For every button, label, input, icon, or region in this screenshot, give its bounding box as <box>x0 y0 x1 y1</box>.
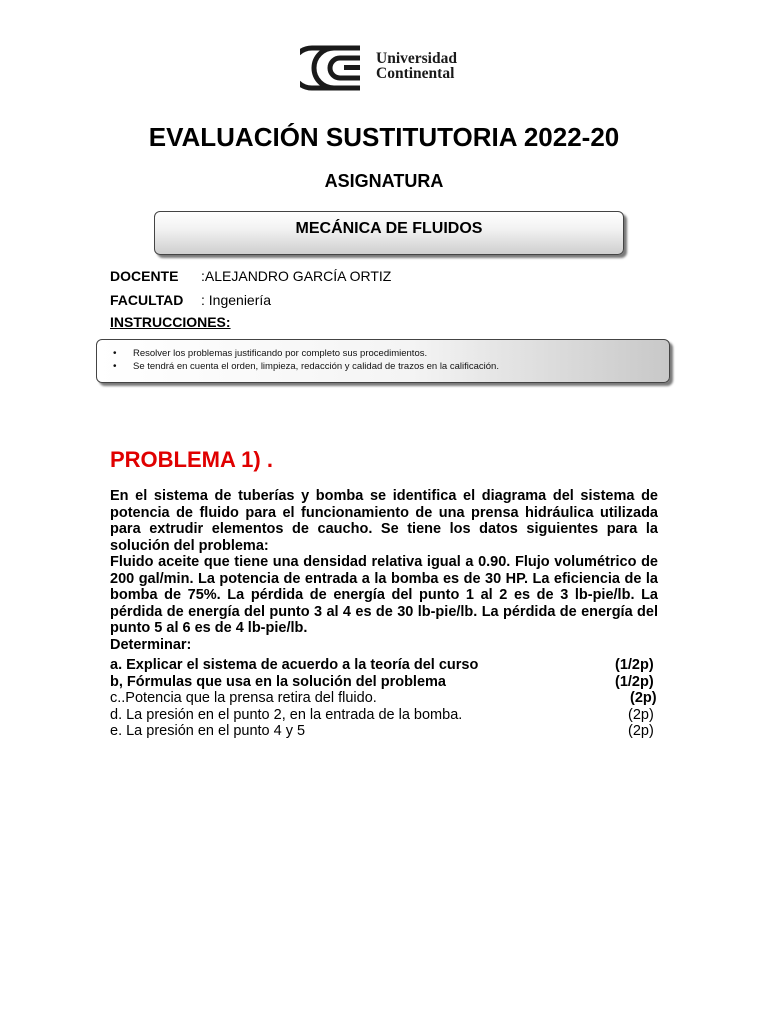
course-name: MECÁNICA DE FLUIDOS <box>295 220 483 237</box>
docente-label: DOCENTE <box>110 268 179 284</box>
question-row <box>110 723 658 740</box>
docente-value: :ALEJANDRO GARCÍA ORTIZ <box>201 268 392 284</box>
instructions-label: INSTRUCCIONES: <box>110 314 231 330</box>
facultad-value: : Ingeniería <box>201 292 272 308</box>
question-row <box>110 690 658 707</box>
university-logo-mark-icon <box>300 44 370 92</box>
course-name-box <box>154 211 624 255</box>
instruction-item <box>119 361 499 372</box>
question-points: (2p) <box>628 707 654 723</box>
determine-label: Determinar: <box>110 636 192 653</box>
problem-statement <box>110 488 658 653</box>
question-points: (1/2p) <box>615 674 654 690</box>
problem-paragraph-1: En el sistema de tuberías y bomba se identifica el diagrama del sistema de potencia de fluido para el funcionamiento de una prensa hidráulica utilizada para extrudir elementos de caucho. Se tiene los datos siguientes para la solución del problema: <box>110 488 658 554</box>
question-text: b, Fórmulas que usa en la solución del problema <box>110 674 446 690</box>
question-text: a. Explicar el sistema de acuerdo a la teoría del curso <box>110 657 479 673</box>
university-name-line2: Continental <box>376 65 455 82</box>
question-points: (2p) <box>630 690 657 706</box>
instruction-text: Se tendrá en cuenta el orden, limpieza, redacción y calidad de trazos en la calificación. <box>133 361 499 372</box>
university-name <box>376 51 457 81</box>
instructions-box <box>96 339 670 383</box>
question-row <box>110 674 658 691</box>
facultad-label: FACULTAD <box>110 292 184 308</box>
question-row <box>110 707 658 724</box>
question-text: e. La presión en el punto 4 y 5 <box>110 723 306 739</box>
facultad-row <box>110 292 272 308</box>
question-points: (1/2p) <box>615 657 654 673</box>
problem-heading: PROBLEMA 1) . <box>110 447 273 472</box>
instruction-text: Resolver los problemas justificando por completo sus procedimientos. <box>133 348 428 359</box>
subject-label: ASIGNATURA <box>324 171 444 191</box>
question-text: c..Potencia que la prensa retira del fluido. <box>110 690 377 706</box>
question-points: (2p) <box>628 723 654 739</box>
problem-paragraph-2: Fluido aceite que tiene una densidad relativa igual a 0.90. Flujo volumétrico de 200 gal/min. La potencia de entrada a la bomba es de 30 HP. La eficiencia de la bomba de 75%. La pérdida de energía del punto 1 al 2 es de 3 lb-pie/lb. La pérdida de energía del punto 3 al 4 es de 30 lb-pie/lb. La pérdida de energía del punto 5 al 6 es de 4 lb-pie/lb. <box>110 554 658 636</box>
instruction-item <box>119 348 428 359</box>
page-title: EVALUACIÓN SUSTITUTORIA 2022-20 <box>148 122 620 152</box>
question-row <box>110 657 658 674</box>
university-name-line1: Universidad <box>376 50 457 67</box>
question-text: d. La presión en el punto 2, en la entrada de la bomba. <box>110 707 463 723</box>
docente-row <box>110 268 392 284</box>
